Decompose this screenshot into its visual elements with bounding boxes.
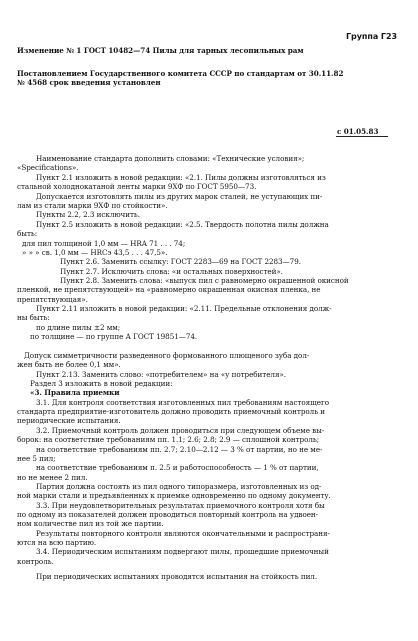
- body-line: препятствующая».: [17, 295, 88, 304]
- body-line: Партия должна состоять из пил одного типоразмера, изготовленных из од-: [36, 482, 322, 491]
- body-line: 3.3. При неудовлетворительных результатах приемочного контроля хотя бы: [36, 501, 325, 510]
- body-line: 3.2. Приемочный контроль должен проводиться при следующем объеме вы-: [36, 426, 325, 435]
- body-line: по одному из показателей должен проводиться повторный контроль на удвоен-: [17, 510, 319, 519]
- body-line: периодические испытания.: [17, 416, 121, 425]
- body-line: по длине пилы ±2 мм;: [36, 323, 121, 332]
- body-line: Раздел 3 изложить в новой редакции:: [30, 379, 173, 388]
- body-line: 3.1. Для контроля соответствия изготовленных пил требованиям настоящего: [36, 398, 329, 407]
- body-line: стальной холоднокатаной ленты марки 9ХФ по ГОСТ 5950—73.: [17, 182, 257, 191]
- body-line: на соответствие требованиям п. 2.5 и работоспособность — 1 % от партии,: [36, 463, 319, 472]
- body-line: Наименование стандарта дополнить словами: «Технические условия»;: [36, 154, 305, 163]
- body-line: для пил толщиной 1,0 мм — HRA 71 . . . 74;: [22, 239, 186, 248]
- body-line: ются на всю партию.: [17, 538, 97, 547]
- body-line: на соответствие требованиям пп. 2.7; 2.10—2.12 — 3 % от партии, но не ме-: [36, 445, 323, 454]
- body-line: » » » св. 1,0 мм — HRCэ 43,5 . . . 47,5».: [22, 248, 168, 257]
- body-line: ной марки стали и предъявленных к приемке одновременно по одному документу.: [17, 491, 331, 500]
- decree-number-line: № 4568 срок введения установлен: [17, 78, 161, 87]
- body-line: При периодических испытаниях проводятся испытания на стойкость пил.: [36, 572, 318, 581]
- body-line: Результаты повторного контроля являются окончательными и распространя-: [36, 529, 330, 538]
- body-line: Пункт 2.8. Заменить слова: «выпуск пил с равномерно окрашенной окисной: [60, 276, 349, 285]
- body-line: по толщине — по группе А ГОСТ 19851—74.: [30, 332, 198, 341]
- body-line: быть:: [17, 229, 38, 238]
- body-line: Допускается изготовлять пилы из других марок сталей, не уступающих пи-: [36, 192, 323, 201]
- body-line: лам из стали марки 9ХФ по стойкости».: [17, 201, 168, 210]
- body-line: Пункты 2.2, 2.3 исключить.: [36, 210, 141, 219]
- body-line: «3. Правила приемки: [30, 388, 120, 397]
- body-line: ны быть:: [17, 313, 50, 322]
- body-line: контроль.: [17, 557, 54, 566]
- body-line: ном количестве пил из той же партии.: [17, 519, 164, 528]
- body-line: Пункт 2.6. Заменить ссылку: ГОСТ 2283—69 на ГОСТ 2283—79.: [60, 257, 301, 266]
- body-line: Пункт 2.1 изложить в новой редакции: «2.1. Пилы должны изготовляться из: [36, 173, 326, 182]
- body-line: 3.4. Периодическим испытаниям подвергают пилы, прошедшие приемочный: [36, 547, 329, 556]
- body-line: Пункт 2.13. Заменить слово: «потребителем» на «у потребителя».: [36, 370, 287, 379]
- body-line: «Specifications».: [17, 163, 79, 172]
- body-line: пленкой, не препятствующей» на «равномерно окрашенная окисная пленка, не: [17, 285, 321, 294]
- effective-date: с 01.05.83: [337, 127, 379, 136]
- decree-line: Постановлением Государственного комитета СССР по стандартам от 30.11.82: [17, 69, 344, 78]
- body-line: стандарта предприятие-изготовитель должно проводить приемочный контроль и: [17, 407, 326, 416]
- body-line: жен быть не более 0,1 мм».: [17, 360, 121, 369]
- amendment-title: Изменение № 1 ГОСТ 10482—74 Пилы для тарных лесопильных рам: [17, 46, 304, 55]
- body-line: нее 5 пил;: [17, 454, 56, 463]
- body-line: Пункт 2.5 изложить в новой редакции: «2.5. Твердость полотна пилы должна: [36, 220, 329, 229]
- body-line: Пункт 2.11 изложить в новой редакции: «2.11. Предельные отклонения долж-: [36, 304, 332, 313]
- group-code: Группа Г23: [346, 32, 398, 41]
- body-line: борок: на соответствие требованиям пп. 1.1; 2.6; 2.8; 2.9 — сплошной контроль;: [17, 435, 320, 444]
- body-line: но не менее 2 пил.: [17, 473, 88, 482]
- body-line: Пункт 2.7. Исключить слова: «и остальных поверхностей».: [60, 267, 283, 276]
- effective-date-underline: [336, 136, 388, 137]
- body-line: Допуск симметричности разведенного формованного плющеного зуба дол-: [24, 351, 310, 360]
